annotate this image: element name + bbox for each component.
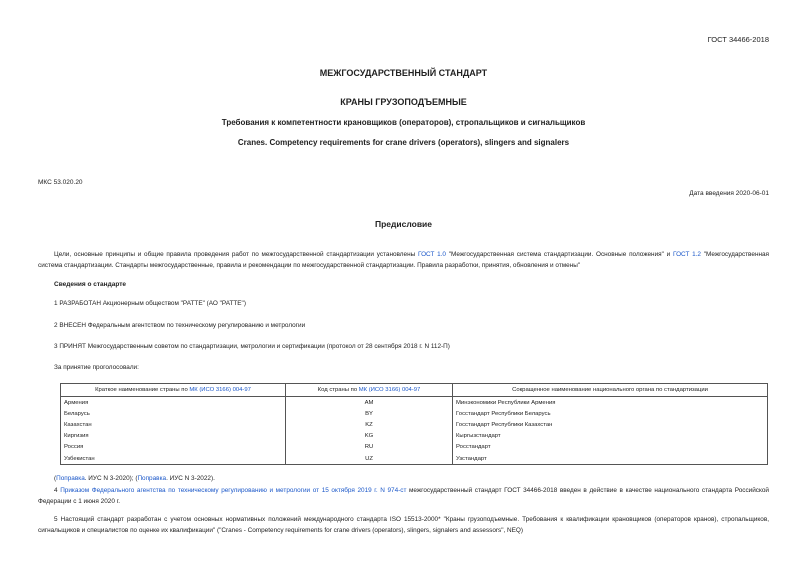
- preface-heading: Предисловие: [374, 219, 433, 229]
- body-cell: Госстандарт Республики Казахстан: [453, 419, 768, 430]
- code-cell: KZ: [286, 419, 453, 430]
- body-cell: Госстандарт Республики Беларусь: [453, 408, 768, 419]
- amend-text-1: . ИУС N 3-2020); (: [84, 475, 138, 482]
- standard-info-heading: Сведения о стандарте: [54, 281, 127, 288]
- country-cell: Армения: [61, 397, 286, 409]
- body-cell: Росстандарт: [453, 442, 768, 453]
- table-row: [61, 431, 768, 442]
- preface-p1-text-b: "Межгосударственная система стандартизации. Основные положения" и: [446, 251, 673, 258]
- preface-paragraph-1: [38, 250, 769, 271]
- table-row: [61, 397, 768, 409]
- code-cell: AM: [286, 397, 453, 409]
- document-subtitle-ru: Требования к компетентности крановщиков (операторов), стропальщиков и сигнальщиков: [221, 118, 586, 127]
- country-cell: Узбекистан: [61, 453, 286, 465]
- body-cell: Кыргызстандарт: [453, 431, 768, 442]
- preface-p1-text-a: Цели, основные принципы и общие правила проведения работ по межгосударственной стандартизации установлены: [54, 251, 418, 258]
- amend-text-2: . ИУС N 3-2022).: [166, 475, 215, 482]
- amend-open: (: [54, 475, 57, 482]
- preface-p1-text-c: "Межгосударственная система стандартизации. Стандарты межгосударственные, правила и рекомендации по межгосударственной стандартизации. Правила разработки, принятия, обновления и отмены": [38, 251, 770, 269]
- code-cell: RU: [286, 442, 453, 453]
- introduction-date: Дата введения 2020-06-01: [689, 190, 769, 197]
- table-row: [61, 442, 768, 453]
- voted-label: За принятие проголосовали:: [54, 364, 139, 371]
- countries-table: [60, 383, 768, 465]
- mks-code: МКС 53.020.20: [38, 179, 83, 186]
- enactment-item: [38, 486, 769, 507]
- code-cell: BY: [286, 408, 453, 419]
- header-country-name: [61, 384, 286, 397]
- country-cell: Беларусь: [61, 408, 286, 419]
- code-cell: UZ: [286, 453, 453, 465]
- item4-number: 4: [54, 487, 61, 494]
- adopted-item: 3 ПРИНЯТ Межгосударственным советом по стандартизации, метрологии и сертификации (протокол от 28 сентября 2018 г. N 112-П): [54, 343, 450, 350]
- table-row: [61, 419, 768, 430]
- table-row: [61, 453, 768, 465]
- document-code: ГОСТ 34466-2018: [707, 35, 769, 44]
- country-cell: Киргизия: [61, 431, 286, 442]
- header-col1-link[interactable]: МК (ИСО 3166) 004-97: [189, 387, 251, 393]
- amendment-link-2[interactable]: Поправка: [137, 475, 167, 482]
- gost-1-2-link[interactable]: ГОСТ 1.2: [672, 251, 701, 258]
- order-agency-link[interactable]: Приказом Федерального агентства по техническому регулированию и метрологии: [60, 487, 311, 494]
- body-cell: Узстандарт: [453, 453, 768, 465]
- header-col1-text: Краткое наименование страны по: [95, 387, 190, 393]
- developer-item: 1 РАЗРАБОТАН Акционерным обществом "РАТТЕ" (АО "РАТТЕ"): [54, 300, 246, 307]
- header-national-body: Сокращенное наименование национального органа по стандартизации: [453, 384, 768, 397]
- code-cell: KG: [286, 431, 453, 442]
- interstate-standard-heading: МЕЖГОСУДАРСТВЕННЫЙ СТАНДАРТ: [319, 68, 488, 78]
- body-cell: Минэкономики Республики Армения: [453, 397, 768, 409]
- table-header-row: [61, 384, 768, 397]
- document-title: КРАНЫ ГРУЗОПОДЪЕМНЫЕ: [340, 97, 467, 107]
- iso-basis-item: 5 Настоящий стандарт разработан с учетом основных нормативных положений международного стандарта ISO 15513-2000* "Краны грузоподъемные. Требования к квалификации крановщиков (операторов кранов), стропальщиков, сигнальщиков и специалистов по оценке их квалификации" ("Cranes - Competency requirements for crane drivers (operators), slingers, signalers and assessors", NEQ): [38, 516, 769, 534]
- header-col2-text: Код страны по: [317, 387, 359, 393]
- order-date-link[interactable]: от 15 октября 2019 г. N 974-ст: [312, 487, 407, 494]
- document-subtitle-en: Cranes. Competency requirements for crane drivers (operators), slingers and signalers: [237, 138, 570, 147]
- item4-text: межгосударственный стандарт ГОСТ 34466-2018 введен в действие в качестве национального стандарта Российской Федерации с 1 июня 2020 г.: [38, 487, 769, 505]
- country-cell: Казахстан: [61, 419, 286, 430]
- submitter-item: 2 ВНЕСЕН Федеральным агентством по техническому регулированию и метрологии: [54, 322, 306, 329]
- header-col2-link[interactable]: МК (ИСО 3166) 004-97: [358, 387, 421, 393]
- amendment-link-1[interactable]: Поправка: [56, 475, 85, 482]
- header-country-code: [286, 384, 453, 397]
- country-cell: Россия: [61, 442, 286, 453]
- table-row: [61, 408, 768, 419]
- gost-1-0-link[interactable]: ГОСТ 1.0: [417, 251, 446, 258]
- amendments-line: [54, 475, 215, 482]
